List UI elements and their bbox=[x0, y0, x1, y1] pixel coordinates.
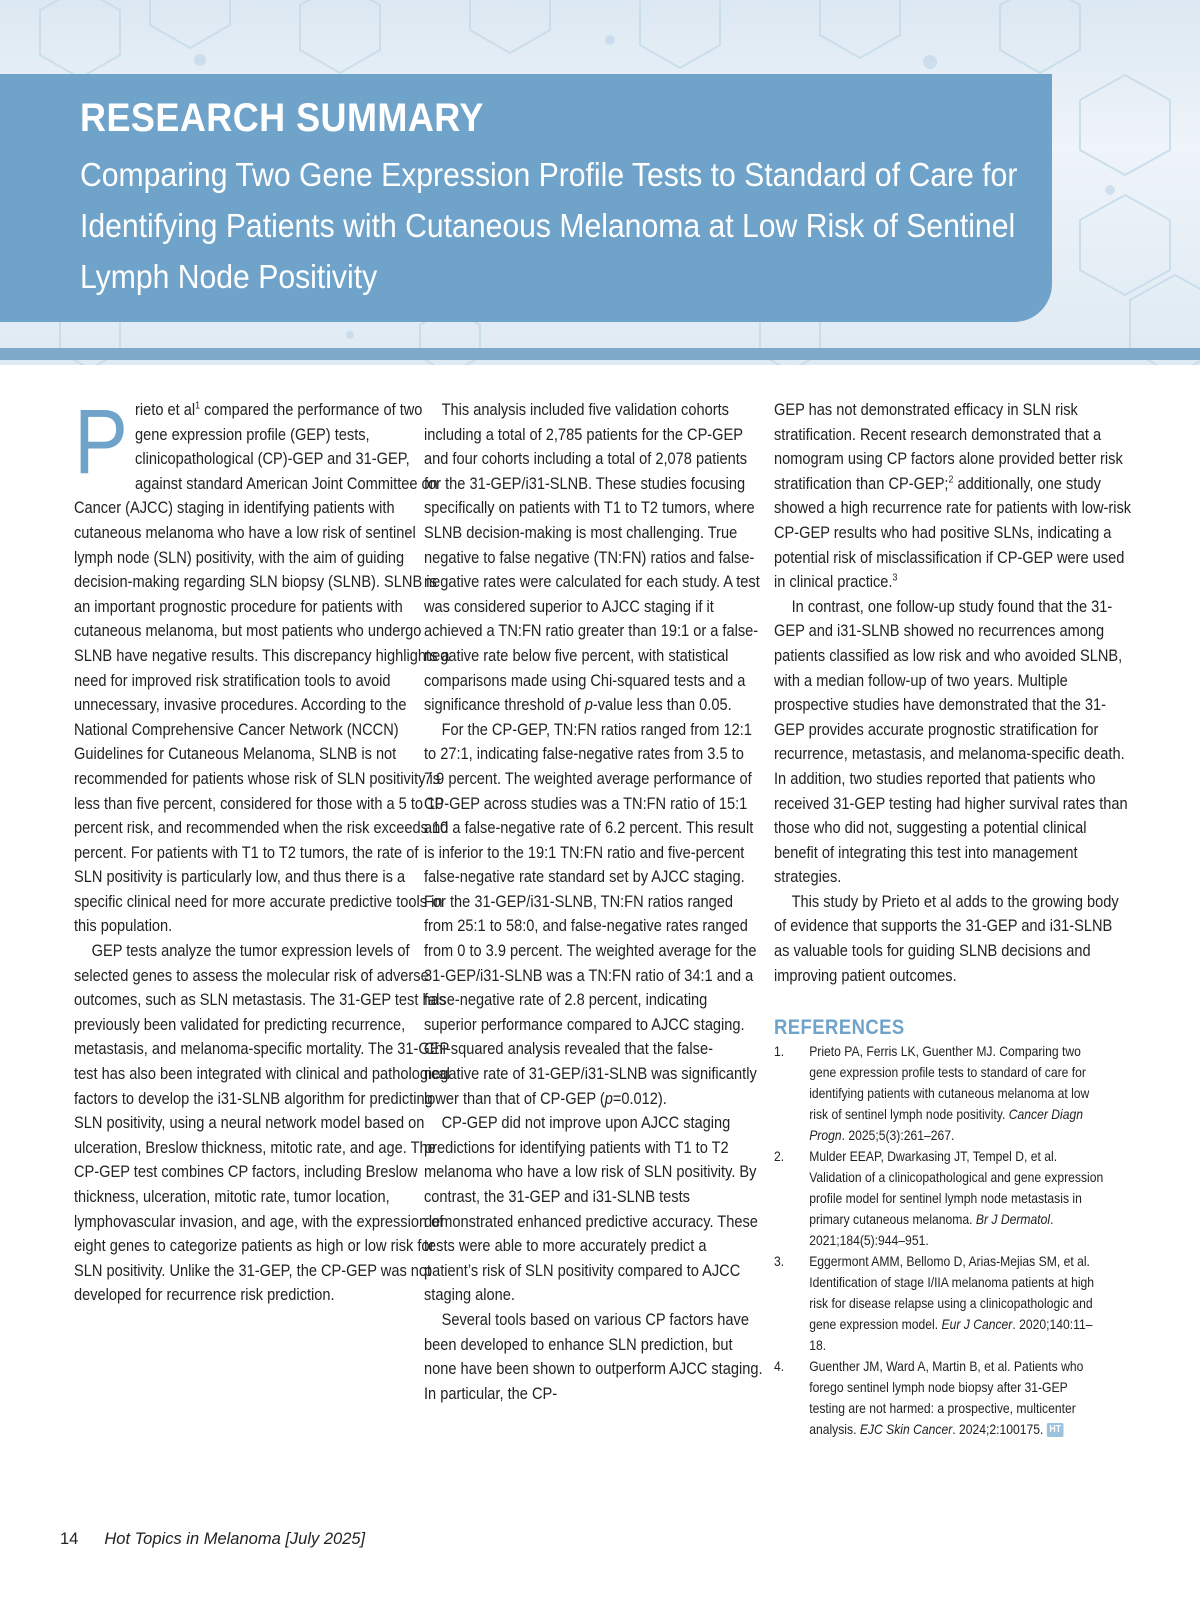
references-heading: REFERENCES bbox=[774, 1016, 905, 1040]
results-text-b: =0.012). bbox=[612, 1088, 667, 1108]
analysis-text-b: -value less than 0.05. bbox=[592, 695, 732, 715]
reference-journal: Br J Dermatol bbox=[975, 1211, 1051, 1227]
section-kicker: RESEARCH SUMMARY bbox=[80, 96, 484, 140]
column-3 bbox=[774, 398, 1132, 1440]
p-symbol: p bbox=[584, 695, 593, 715]
reference-text bbox=[809, 1356, 1104, 1440]
reference-citation: . 2020;140:11–18. bbox=[809, 1316, 1093, 1353]
reference-number: 2. bbox=[774, 1148, 785, 1164]
intro-text-b: compared the performance of two gene expression profile (GEP) tests, clinicopathological (CP)-GEP and 31-GEP, against standard American Joint Committee on Cancer (AJCC) staging in identifying patients with cutaneous melanoma who have a low risk of sentinel lymph node (SLN) positivity, with the aim of guiding decision-making regarding SLN biopsy (SLNB). SLNB is an important prognostic procedure for patients with cutaneous melanoma, but most patients who undergo SLNB have negative results. This discrepancy highlights a need for improved risk stratification tools to avoid unnecessary, invasive procedures. According to the National Comprehensive Cancer Network (NCCN) Guidelines for Cutaneous Melanoma, SLNB is not recommended for patients whose risk of SLN positivity is less than five percent, considered for those with a 5 to 10 percent risk, and recommended when the risk exceeds 10 percent. For patients with T1 to T2 tumors, the rate of SLN positivity is particularly low, and thus there is a specific clinical need for more accurate predictive tools in this population. bbox=[74, 400, 450, 936]
publication-name: Hot Topics in Melanoma [July 2025] bbox=[104, 1530, 366, 1548]
results-text-a: For the CP-GEP, TN:FN ratios ranged from 12:1 to 27:1, indicating false-negative rates from 3.5 to 7.9 percent. The weighted average performance of CP-GEP across studies was a TN:FN ratio of 15:1 and a false-negative rate of 6.2 percent. This result is inferior to the 19:1 TN:FN ratio and five-percent false-negative rate standard set by AJCC staging. For the 31-GEP/i31-SLNB, TN:FN ratios ranged from 25:1 to 58:0, and false-negative rates ranged from 0 to 3.9 percent. The weighted average for the 31-GEP/i31-SLNB was a TN:FN ratio of 34:1 and a false-negative rate of 2.8 percent, indicating superior performance compared to AJCC staging. Chi-squared analysis revealed that the false-negative rate of 31-GEP/i31-SLNB was significantly lower than that of CP-GEP ( bbox=[424, 719, 757, 1108]
page-number: 14 bbox=[60, 1530, 79, 1548]
intro-text-a: rieto et al bbox=[135, 400, 196, 419]
paragraph-analysis bbox=[424, 398, 764, 718]
analysis-text-a: This analysis included five validation cohorts including a total of 2,785 patients for the CP-GEP and four cohorts including a total of 2,078 patients for the 31-GEP/i31-SLNB. These studies focusing specifically on patients with T1 to T2 tumors, where SLNB decision-making is most challenging. True negative to false negative (TN:FN) ratios and false-negative rates were calculated for each study. A test was considered superior to AJCC staging if it achieved a TN:FN ratio greater than 19:1 or a false-negative rate below five percent, with statistical comparisons made using Chi-squared tests and a significance threshold of bbox=[424, 400, 760, 715]
end-badge: HT bbox=[1047, 1423, 1064, 1437]
citation-1: 1 bbox=[195, 400, 201, 412]
paragraph-follow-up: In contrast, one follow-up study found that the 31-GEP and i31-SLNB showed no recurrences among patients classified as low risk and who avoided SLNB, with a median follow-up of two years. Multiple prospective studies have demonstrated that the 31-GEP provides accurate prognostic stratification for recurrence, metastasis, and melanoma-specific death. In addition, two studies reported that patients who received 31-GEP testing had higher survival rates than those who did not, suggesting a potential clinical benefit of integrating this test into management strategies. bbox=[774, 596, 1128, 887]
reference-authors-title: Prieto PA, Ferris LK, Guenther MJ. Comparing two gene expression profile tests to standard of care for identifying patients with cutaneous melanoma at low risk of sentinel lymph node positivity. bbox=[809, 1043, 1090, 1122]
column-1 bbox=[74, 391, 452, 1308]
paragraph-conclusion: This study by Prieto et al adds to the growing body of evidence that supports the 31-GEP and i31-SLNB as valuable tools for guiding SLNB decisions and improving patient outcomes. bbox=[774, 891, 1119, 985]
reference-text bbox=[809, 1146, 1104, 1251]
paragraph-cp-gep: CP-GEP did not improve upon AJCC staging predictions for identifying patients with T1 to T2 melanoma who have a low risk of SLN positivity. By contrast, the 31-GEP and i31-SLNB tests demonstrated enhanced predictive accuracy. These tests were able to more accurately predict a patient’s risk of SLN positivity compared to AJCC staging alone. bbox=[424, 1113, 758, 1305]
citation-2: 2 bbox=[948, 474, 954, 486]
paragraph-results bbox=[424, 718, 764, 1112]
reference-journal: Eur J Cancer bbox=[941, 1316, 1013, 1332]
reference-journal: Cancer Diagn Progn bbox=[809, 1106, 1083, 1143]
reference-number: 1. bbox=[774, 1043, 785, 1059]
reference-item bbox=[774, 1146, 1131, 1251]
reference-item bbox=[774, 1041, 1131, 1146]
paragraph-gep-tests: GEP tests analyze the tumor expression levels of selected genes to assess the molecular risk of adverse outcomes, such as SLN metastasis. The 31-GEP test has previously been validated for predicting recurrence, metastasis, and melanoma-specific mortality. The 31-GEP test has also been integrated with clinical and pathological factors to develop the i31-SLNB algorithm for predicting SLN positivity, using a neural network model based on ulceration, Breslow thickness, mitotic rate, and age. The CP-GEP test combines CP factors, including Breslow thickness, ulceration, mitotic rate, tumor location, lymphovascular invasion, and age, with the expression of eight genes to categorize patients as high or low risk for SLN positivity. Unlike the 31-GEP, the CP-GEP was not developed for recurrence risk prediction. bbox=[74, 941, 450, 1305]
reference-item bbox=[774, 1251, 1131, 1356]
citation-3: 3 bbox=[892, 572, 898, 584]
efficacy-text-b: additionally, one study showed a high recurrence rate for patients with low-risk CP-GEP results who had positive SLNs, indicating a potential risk of misclassification if CP-GEP were used in clinical practice. bbox=[774, 473, 1132, 592]
reference-authors-title: Eggermont AMM, Bellomo D, Arias-Mejias SM, et al. Identification of stage I/IIA melanoma patients at high risk for disease relapse using a clinicopathologic and gene expression model. bbox=[809, 1253, 1095, 1332]
p-symbol: p bbox=[604, 1088, 613, 1108]
reference-text bbox=[809, 1251, 1104, 1356]
paragraph-efficacy bbox=[774, 398, 1131, 595]
paragraph-intro bbox=[74, 391, 451, 939]
reference-journal: EJC Skin Cancer bbox=[859, 1421, 953, 1437]
reference-number: 3. bbox=[774, 1253, 785, 1269]
reference-authors-title: Mulder EEAP, Dwarkasing JT, Tempel D, et al. Validation of a clinicopathological and gene expression profile model for sentinel lymph node metastasis in primary cutaneous melanoma. bbox=[809, 1148, 1104, 1227]
efficacy-text-a: GEP has not demonstrated efficacy in SLN risk stratification. Recent research demonstrated that a nomogram using CP factors alone provided better risk stratification than CP-GEP; bbox=[774, 400, 1123, 493]
references-list bbox=[774, 1041, 1131, 1440]
reference-citation: . 2025;5(3):261–267. bbox=[841, 1127, 955, 1143]
reference-citation: . 2021;184(5):944–951. bbox=[809, 1211, 1054, 1248]
reference-citation: . 2024;2:100175. bbox=[952, 1421, 1047, 1437]
reference-text bbox=[809, 1041, 1104, 1146]
drop-cap: P bbox=[74, 391, 129, 493]
paragraph-tools: Several tools based on various CP factors have been developed to enhance SLN prediction, but none have been shown to outperform AJCC staging. In particular, the CP- bbox=[424, 1309, 763, 1403]
reference-item bbox=[774, 1356, 1131, 1440]
banner-divider bbox=[0, 348, 1200, 360]
column-2 bbox=[424, 398, 764, 1406]
reference-authors-title: Guenther JM, Ward A, Martin B, et al. Patients who forego sentinel lymph node biopsy after 31-GEP testing are not harmed: a prospective, multicenter analysis. bbox=[809, 1358, 1084, 1437]
page-footer bbox=[60, 1530, 365, 1549]
article-title: Comparing Two Gene Expression Profile Tests to Standard of Care for Identifying Patients with Cutaneous Melanoma at Low Risk of Sentinel Lymph Node Positivity bbox=[80, 157, 1018, 296]
reference-number: 4. bbox=[774, 1358, 785, 1374]
